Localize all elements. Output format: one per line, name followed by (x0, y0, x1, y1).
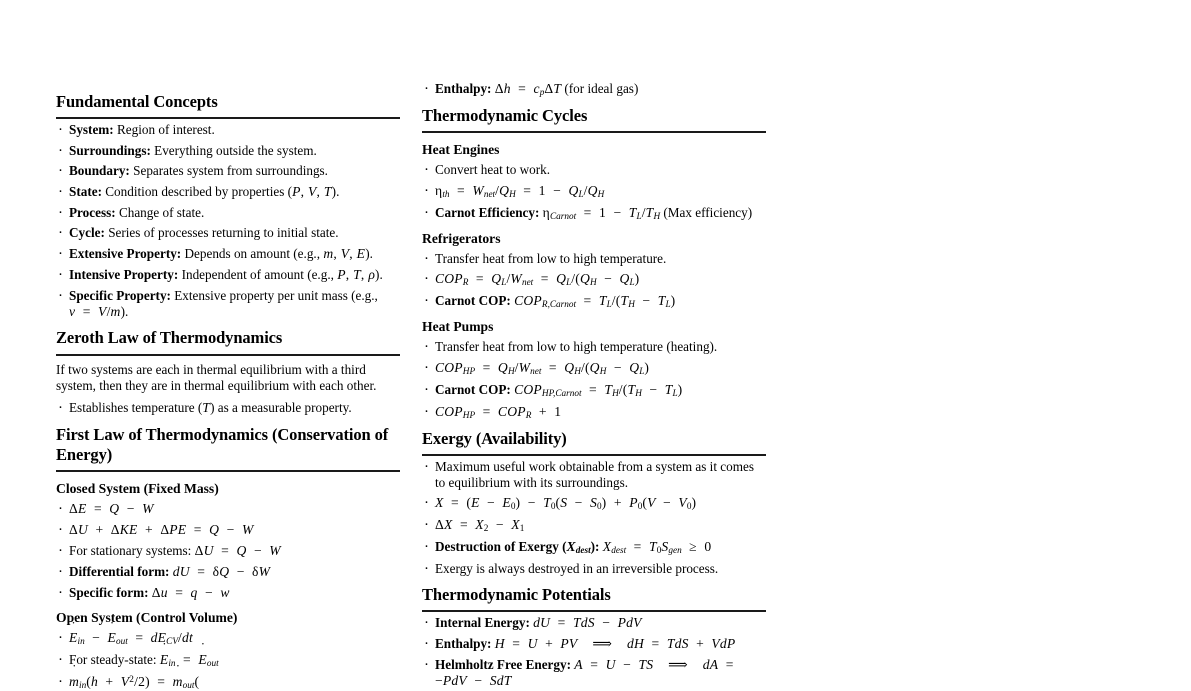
section-heading-thermodynamic-cycles: Thermodynamic Cycles (422, 106, 766, 133)
list-item (422, 382, 766, 399)
list-item (422, 657, 766, 690)
item-label: Intensive Property: (69, 266, 179, 282)
item-text: For steady-state: E $˙_{in} = E$ $˙_{out}$ (69, 652, 219, 667)
list-item (422, 293, 766, 310)
list-fundamental-concepts (56, 122, 400, 320)
formula: $COP_{HP} = COP_R + 1$ (435, 403, 562, 420)
list-item (56, 522, 400, 539)
formula: $\eta_{th} = W_{net}/Q_H = 1 - Q_L/Q_H$ (435, 182, 605, 199)
list-item (56, 400, 400, 417)
item-label: State: (69, 183, 102, 199)
list-item (56, 267, 400, 284)
list-item (422, 81, 766, 98)
item-label: Carnot COP: (435, 293, 511, 309)
list-item (56, 585, 400, 602)
item-text: Transfer heat from low to high temperature (heating). (435, 339, 718, 355)
list-item (422, 539, 766, 556)
list-leading-enthalpy (422, 81, 766, 98)
list-open-system (56, 630, 400, 691)
item-text: Convert heat to work. (435, 162, 550, 178)
item-label: Extensive Property: (69, 245, 182, 261)
item-text: Establishes temperature (T) as a measurable property. (69, 400, 352, 416)
list-item (422, 517, 766, 534)
list-item (422, 360, 766, 377)
list-item (56, 543, 400, 560)
list-item (56, 674, 400, 691)
item-text: Condition described by properties (P, V, T). (105, 183, 340, 199)
subsection-heading-heat-pumps: Heat Pumps (422, 319, 494, 335)
item-label: System: (69, 122, 114, 138)
formula: H = U + PV ⟹ dH = TdS + VdP (494, 635, 736, 651)
item-note: (Max efficiency) (663, 204, 753, 220)
list-closed-system (56, 501, 400, 602)
formula: $\eta_{Carnot} = 1 - T_L/T_H$ (542, 204, 661, 221)
formula: $\Delta X = X_2 - X_1$ (435, 517, 525, 534)
list-item (56, 630, 400, 647)
item-label: Enthalpy: (435, 81, 492, 96)
formula: $COP_{HP} = Q_H/W_{net} = Q_H/(Q_H - Q_L)$ (435, 360, 650, 377)
list-item (422, 561, 766, 577)
item-label: Surroundings: (69, 142, 151, 158)
list-item (422, 183, 766, 200)
item-text: Series of processes returning to initial state. (108, 225, 339, 241)
list-item (56, 501, 400, 518)
section-heading-thermodynamic-potentials: Thermodynamic Potentials (422, 585, 766, 612)
item-label: Specific form: (69, 584, 149, 600)
formula: A = U − TS ⟹ dA = −PdV − SdT (435, 656, 734, 689)
item-note: (for ideal gas) (564, 81, 639, 96)
item-text: Transfer heat from low to high temperature. (435, 250, 667, 266)
list-item (422, 271, 766, 288)
item-text: Independent of amount (e.g., P, T, ρ). (181, 266, 383, 282)
formula: $\Delta h = c_p\Delta T$ (494, 81, 562, 98)
list-item (422, 339, 766, 355)
list-item (422, 636, 766, 653)
item-label: Helmholtz Free Energy: (435, 656, 571, 672)
list-item (422, 162, 766, 178)
list-item (422, 404, 766, 421)
item-text: Maximum useful work obtainable from a system as it comes to equilibrium with its surroundings. (435, 458, 754, 490)
formula: Δu = q − w (151, 584, 230, 600)
item-text: Depends on amount (e.g., m, V, E). (184, 245, 373, 261)
list-exergy (422, 459, 766, 577)
item-label: Specific Property: (69, 287, 171, 303)
list-item (422, 459, 766, 491)
section-heading-zeroth-law: Zeroth Law of Thermodynamics (56, 328, 400, 355)
item-label: Internal Energy: (435, 614, 530, 630)
list-heat-pumps (422, 339, 766, 420)
formula: dU = δQ − δW (172, 563, 271, 579)
formula: $COP_R = Q_L/W_{net} = Q_L/(Q_H - Q_L)$ (435, 271, 640, 288)
item-label: Cycle: (69, 225, 105, 241)
list-item (56, 205, 400, 221)
item-text: For stationary systems: ΔU = Q − W (69, 542, 281, 558)
section-heading-exergy: Exergy (Availability) (422, 429, 766, 456)
formula: ΔE = Q − W (69, 500, 154, 516)
subsection-heading-closed-system: Closed System (Fixed Mass) (56, 480, 219, 496)
list-item (56, 163, 400, 179)
list-item (422, 251, 766, 267)
item-text: Extensive property per unit mass (e.g., v = V/m). (69, 287, 378, 319)
list-item (56, 184, 400, 201)
item-text: Separates system from surroundings. (133, 163, 328, 179)
list-heat-engines (422, 162, 766, 222)
formula: $COP_{HP,Carnot} = T_H/(T_H - T_L)$ (514, 381, 683, 398)
right-column (422, 0, 766, 689)
item-label: Enthalpy: (435, 635, 492, 651)
formula: $X_{dest} = T_0S_{gen} \ge 0$ (602, 539, 712, 556)
list-thermodynamic-potentials (422, 615, 766, 690)
subsection-heading-heat-engines: Heat Engines (422, 142, 500, 158)
list-item (422, 205, 766, 222)
zeroth-law-paragraph: If two systems are each in thermal equilibrium with a third system, then they are in thermal equilibrium with each other. (56, 361, 377, 393)
formula: $COP_{R,Carnot} = T_L/(T_H - T_L)$ (514, 293, 676, 310)
list-item (56, 225, 400, 241)
formula: $X = (E - E_0) - T_0(S - S_0) + P_0(V - V_0)$ (435, 495, 697, 512)
item-text: Region of interest. (116, 122, 215, 138)
formula: m $˙_{in}(h + V^2/2) = m$ $˙_{out}$( (69, 674, 199, 689)
section-heading-first-law: First Law of Thermodynamics (Conservation of Energy) (56, 425, 400, 472)
list-item (422, 615, 766, 632)
list-item (56, 652, 400, 669)
item-label: Differential form: (69, 563, 170, 579)
section-heading-fundamental-concepts: Fundamental Concepts (56, 92, 400, 119)
list-item (56, 246, 400, 263)
formula: E $˙_{in} - E$ $˙_{out} = dE_{CV}/dt$ (69, 630, 193, 645)
item-label: Boundary: (69, 163, 130, 179)
list-item (56, 122, 400, 138)
list-item (56, 143, 400, 159)
left-column (56, 0, 400, 691)
list-item (422, 495, 766, 512)
subsection-heading-open-system: Open System (Control Volume) (56, 610, 238, 626)
subsection-heading-refrigerators: Refrigerators (422, 230, 501, 246)
item-label: Process: (69, 204, 116, 220)
list-refrigerators (422, 251, 766, 311)
item-text: Exergy is always destroyed in an irreversible process. (435, 560, 719, 576)
list-item (56, 564, 400, 581)
item-text: Everything outside the system. (154, 142, 317, 158)
item-text: Change of state. (118, 204, 205, 220)
item-label: Destruction of Exergy $(X_{dest})$: (435, 539, 600, 556)
formula: dU = TdS − PdV (533, 614, 642, 630)
formula: ΔU + ΔKE + ΔPE = Q − W (69, 521, 254, 537)
item-label: Carnot COP: (435, 381, 511, 397)
list-zeroth-law (56, 400, 400, 417)
item-label: Carnot Efficiency: (435, 204, 540, 220)
list-item (56, 288, 400, 321)
